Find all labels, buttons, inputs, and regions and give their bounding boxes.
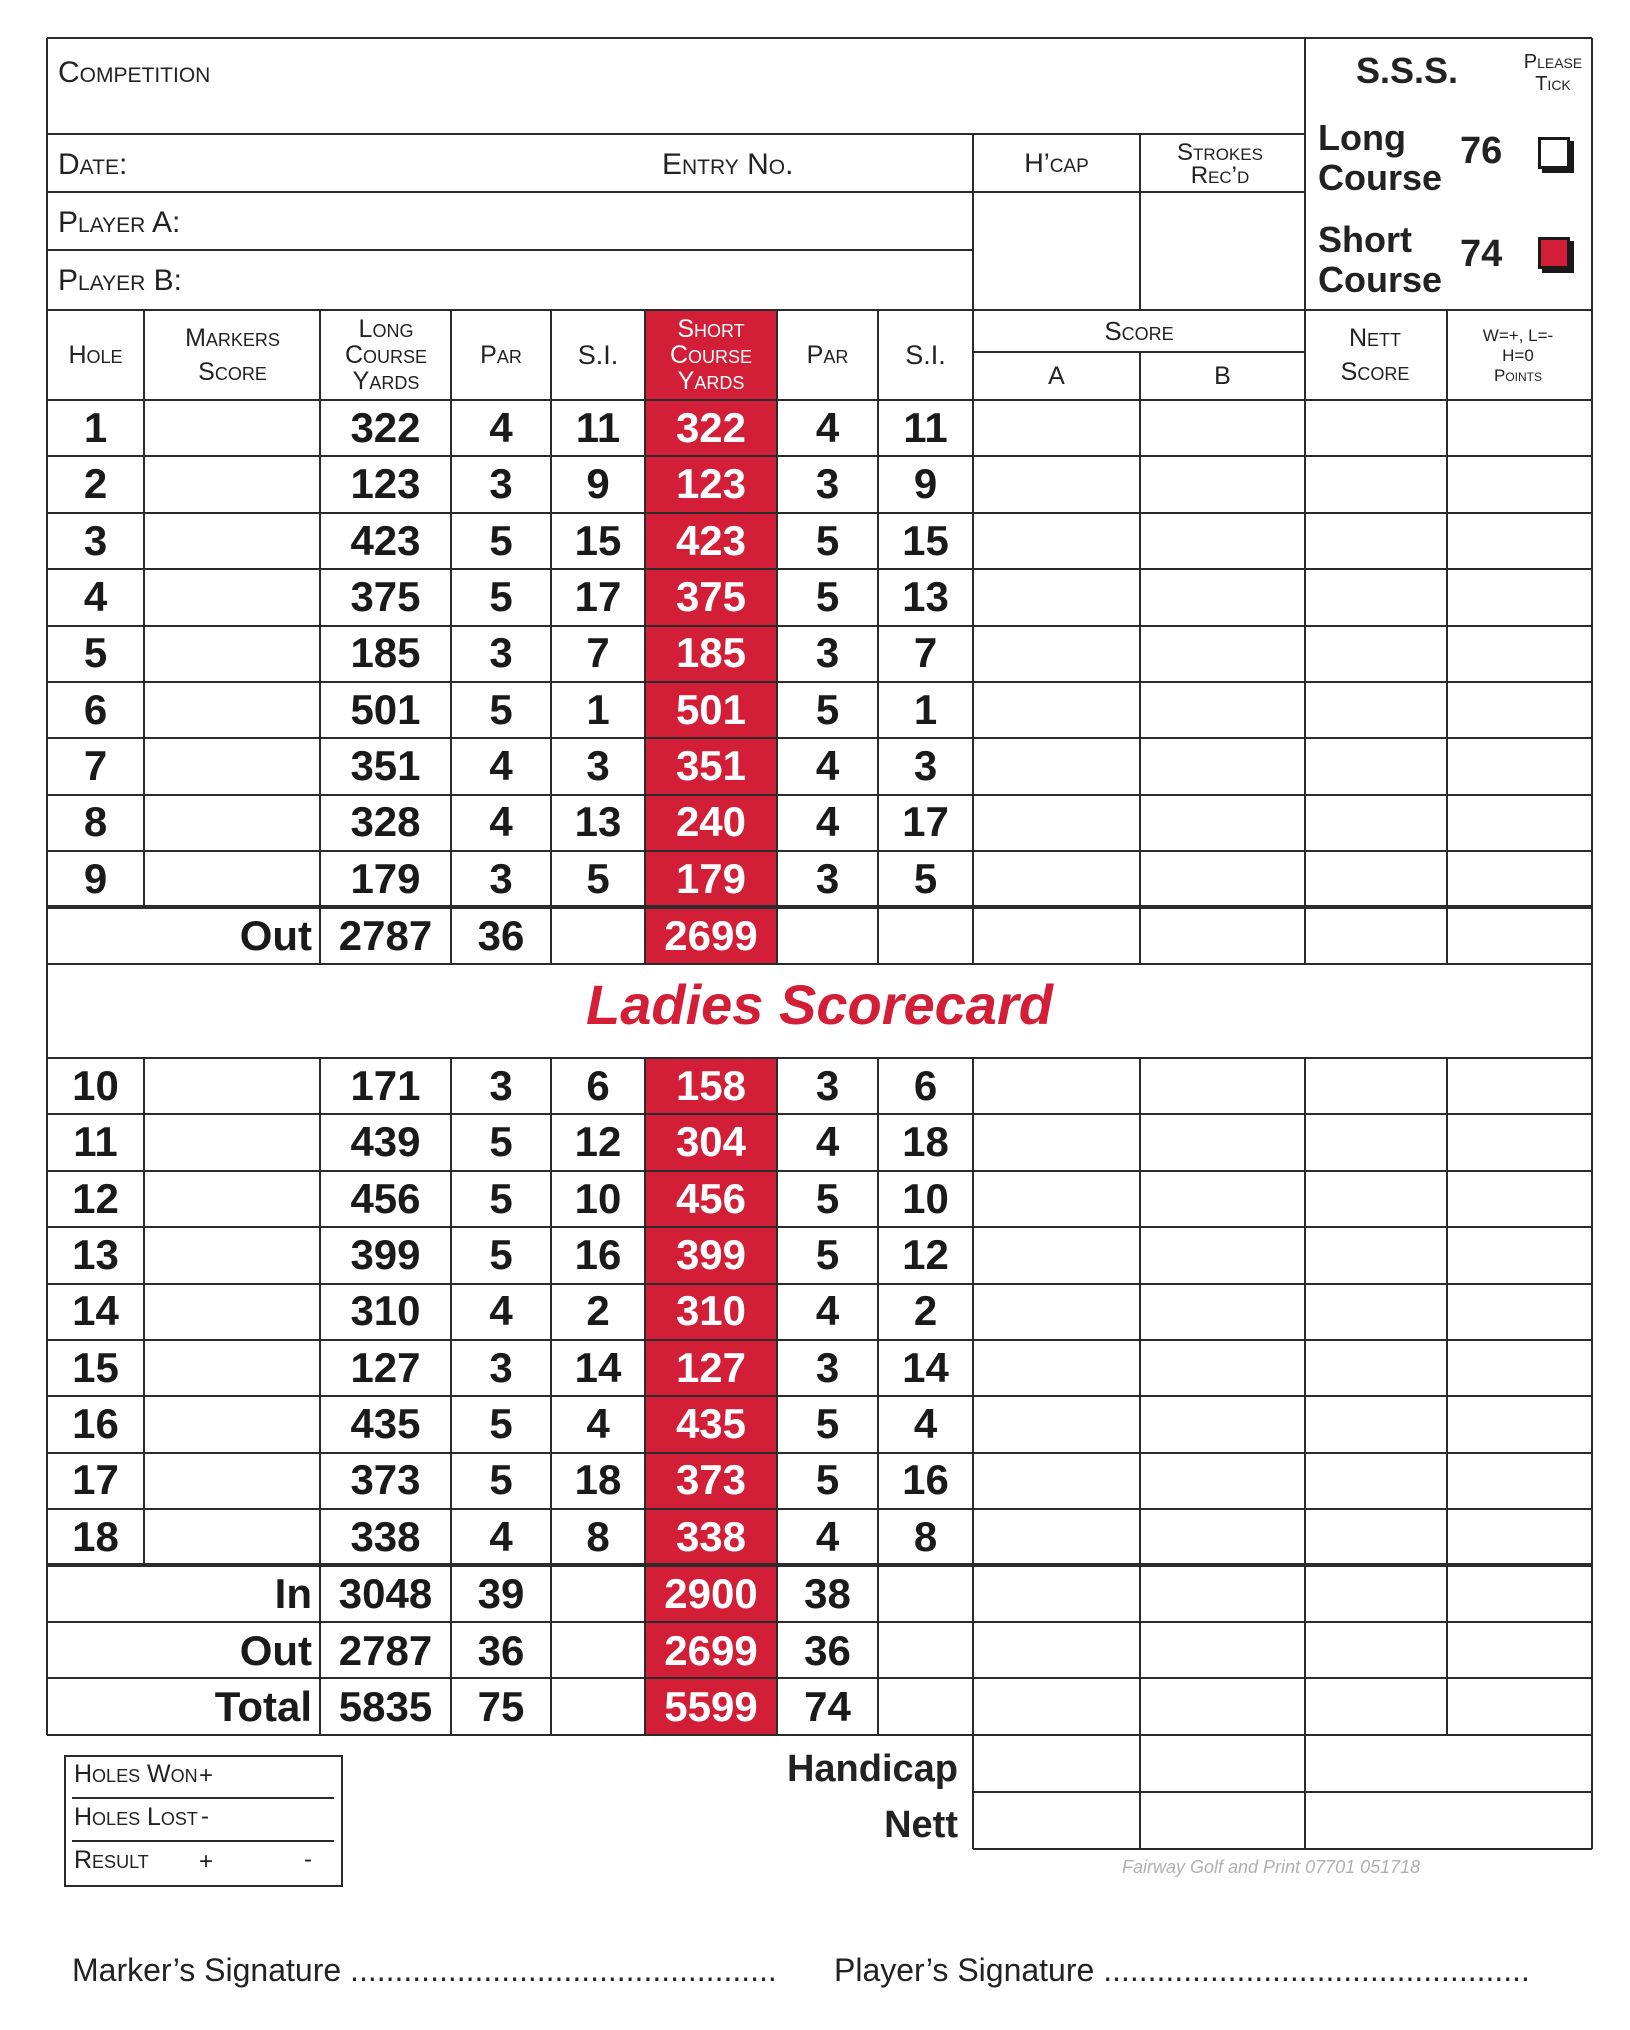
hole-number: 12	[72, 1175, 119, 1222]
hole-number: 7	[83, 742, 108, 789]
short-course-yards: 158	[675, 1062, 747, 1109]
date-label: Date:	[58, 148, 128, 181]
par: 5	[489, 1400, 513, 1447]
hole-number: 5	[83, 629, 108, 676]
stroke-index: 9	[586, 460, 610, 507]
short-par: 3	[815, 460, 840, 507]
stroke-index: 18	[574, 1456, 622, 1503]
result-label: Result	[74, 1846, 149, 1874]
short-stroke-index: 15	[902, 517, 949, 564]
short-course-yards: 423	[675, 517, 747, 564]
short-course-yards: 127	[675, 1344, 747, 1391]
short-stroke-index: 9	[913, 460, 938, 507]
col-header-score: Score	[1104, 316, 1174, 346]
please-tick-label: Please Tick	[1523, 51, 1583, 95]
short-stroke-index: 6	[913, 1062, 938, 1109]
hole-number: 1	[83, 404, 108, 451]
total-long-yards: 5835	[338, 1682, 433, 1730]
total-par: 75	[477, 1682, 525, 1730]
col-header-long-course-yards: Long Course Yards	[344, 315, 428, 395]
short-course-yards: 435	[675, 1400, 747, 1447]
stroke-index: 12	[574, 1118, 622, 1165]
short-stroke-index: 17	[902, 798, 949, 845]
short-par: 4	[815, 1118, 840, 1165]
total-row-label: Out	[239, 1626, 312, 1674]
total-short-par: 38	[804, 1569, 851, 1617]
short-course-yards: 123	[675, 460, 747, 507]
long-course-tick-box[interactable]	[1538, 137, 1570, 169]
par: 3	[489, 629, 513, 676]
player-signature-line[interactable]: Player’s Signature ................................................	[834, 1952, 1530, 1988]
col-header-short-course-yards: Short Course Yards	[669, 315, 753, 395]
par: 5	[489, 573, 513, 620]
par: 3	[489, 1344, 513, 1391]
short-par: 5	[815, 1175, 840, 1222]
hole-number: 3	[83, 517, 108, 564]
sss-title: S.S.S.	[1356, 50, 1459, 91]
total-row-label: In	[274, 1569, 312, 1617]
short-stroke-index: 5	[913, 855, 938, 902]
total-par: 36	[477, 1626, 525, 1674]
out-par: 36	[477, 911, 525, 959]
short-stroke-index: 16	[902, 1456, 949, 1503]
printer-credit: Fairway Golf and Print 07701 051718	[1122, 1857, 1421, 1877]
short-par: 3	[815, 1062, 840, 1109]
long-course-yards: 127	[350, 1344, 421, 1391]
long-course-sss-value: 76	[1460, 130, 1503, 172]
player-a-label: Player A:	[58, 206, 181, 239]
stroke-index: 1	[586, 686, 610, 733]
par: 3	[489, 1062, 513, 1109]
short-course-yards: 322	[675, 404, 747, 451]
short-par: 4	[815, 404, 840, 451]
stroke-index: 13	[574, 798, 622, 845]
short-course-yards: 304	[675, 1118, 747, 1165]
stroke-index: 5	[586, 855, 610, 902]
short-course-yards: 240	[675, 798, 747, 845]
short-par: 5	[815, 1231, 840, 1278]
stroke-index: 3	[586, 742, 610, 789]
par: 3	[489, 460, 513, 507]
short-stroke-index: 3	[913, 742, 938, 789]
col-header-short-si: S.I.	[905, 340, 946, 370]
short-course-yards: 375	[675, 573, 747, 620]
long-course-yards: 328	[350, 798, 421, 845]
long-course-yards: 439	[350, 1118, 421, 1165]
stroke-index: 17	[574, 573, 622, 620]
result-minus-sign: -	[304, 1846, 312, 1873]
total-short-yards: 5599	[664, 1682, 758, 1730]
long-course-yards: 399	[350, 1231, 421, 1278]
stroke-index: 16	[574, 1231, 622, 1278]
long-course-yards: 171	[350, 1062, 421, 1109]
short-stroke-index: 8	[913, 1513, 938, 1560]
col-header-hole: Hole	[68, 341, 123, 369]
par: 4	[489, 742, 513, 789]
result-plus-sign: +	[199, 1848, 214, 1875]
par: 5	[489, 1175, 513, 1222]
total-long-yards: 2787	[338, 1626, 433, 1674]
total-short-yards: 2699	[664, 1626, 758, 1674]
short-stroke-index: 1	[913, 686, 938, 733]
hole-number: 2	[83, 460, 108, 507]
holes-lost-sign: -	[201, 1803, 209, 1830]
hole-number: 10	[72, 1062, 119, 1109]
long-course-yards: 456	[350, 1175, 421, 1222]
stroke-index: 15	[574, 517, 622, 564]
short-par: 5	[815, 1456, 840, 1503]
col-header-score-a: A	[1048, 362, 1065, 390]
stroke-index: 7	[586, 629, 610, 676]
short-stroke-index: 13	[902, 573, 949, 620]
long-course-yards: 373	[350, 1456, 421, 1503]
short-par: 3	[815, 629, 840, 676]
short-par: 4	[815, 742, 840, 789]
short-stroke-index: 14	[902, 1344, 949, 1391]
stroke-index: 6	[586, 1062, 610, 1109]
strokes-recd-label: Strokes Rec’d	[1177, 139, 1263, 189]
short-course-sss-value: 74	[1460, 233, 1503, 275]
short-course-yards: 310	[675, 1287, 747, 1334]
col-header-par: Par	[480, 341, 522, 369]
long-course-label: Long Course	[1318, 117, 1443, 198]
long-course-yards: 179	[350, 855, 421, 902]
long-course-yards: 322	[350, 404, 421, 451]
scorecard-title: Ladies Scorecard	[586, 973, 1053, 1036]
out-long-yards: 2787	[338, 911, 433, 959]
holes-won-label: Holes Won	[74, 1760, 198, 1788]
par: 5	[489, 1231, 513, 1278]
par: 5	[489, 1456, 513, 1503]
par: 4	[489, 1287, 513, 1334]
total-long-yards: 3048	[338, 1569, 433, 1617]
hole-number: 4	[83, 573, 108, 620]
short-par: 5	[815, 1400, 840, 1447]
par: 4	[489, 1513, 513, 1560]
hole-number: 17	[72, 1456, 119, 1503]
par: 4	[489, 404, 513, 451]
short-stroke-index: 12	[902, 1231, 949, 1278]
stroke-index: 11	[575, 404, 621, 451]
long-course-yards: 423	[350, 517, 421, 564]
short-par: 5	[815, 517, 840, 564]
short-par: 5	[815, 686, 840, 733]
hole-number: 11	[73, 1118, 118, 1165]
col-header-nett-score: Nett Score	[1340, 324, 1410, 386]
short-course-yards: 456	[675, 1175, 747, 1222]
short-stroke-index: 2	[913, 1287, 938, 1334]
short-course-yards: 185	[675, 629, 747, 676]
par: 5	[489, 1118, 513, 1165]
long-course-yards: 338	[350, 1513, 421, 1560]
par: 5	[489, 517, 513, 564]
out-short-yards: 2699	[664, 911, 758, 959]
hole-number: 9	[83, 855, 108, 902]
player-b-label: Player B:	[58, 264, 182, 297]
stroke-index: 2	[586, 1287, 610, 1334]
long-course-yards: 185	[350, 629, 421, 676]
par: 4	[489, 798, 513, 845]
short-stroke-index: 7	[913, 629, 938, 676]
col-header-markers-score: Markers Score	[185, 324, 280, 386]
short-course-yards: 501	[675, 686, 747, 733]
short-stroke-index: 18	[902, 1118, 949, 1165]
long-course-yards: 501	[350, 686, 421, 733]
stroke-index: 10	[574, 1175, 622, 1222]
stroke-index: 14	[574, 1344, 622, 1391]
col-header-points: W=+, L=- H=0 Points	[1482, 326, 1554, 385]
hole-number: 8	[83, 798, 108, 845]
short-course-yards: 399	[675, 1231, 747, 1278]
col-header-score-b: B	[1214, 362, 1231, 390]
hole-number: 6	[83, 686, 108, 733]
short-stroke-index: 4	[913, 1400, 938, 1447]
long-course-yards: 123	[350, 460, 421, 507]
long-course-yards: 351	[350, 742, 421, 789]
par: 3	[489, 855, 513, 902]
nett-label: Nett	[884, 1804, 958, 1846]
short-par: 4	[815, 1513, 840, 1560]
total-short-par: 36	[804, 1626, 851, 1674]
hcap-label: H’cap	[1024, 148, 1089, 178]
total-row-label: Total	[214, 1682, 312, 1730]
short-par: 3	[815, 1344, 840, 1391]
competition-label: Competition	[58, 56, 211, 89]
handicap-label: Handicap	[786, 1748, 958, 1790]
out-label: Out	[239, 911, 312, 959]
short-course-label: Short Course	[1318, 219, 1443, 300]
holes-won-sign: +	[199, 1762, 214, 1789]
long-course-yards: 375	[350, 573, 421, 620]
marker-signature-line[interactable]: Marker’s Signature ................................................	[72, 1952, 777, 1988]
short-course-yards: 179	[675, 855, 747, 902]
hole-number: 15	[72, 1344, 119, 1391]
hole-number: 18	[72, 1513, 119, 1560]
par: 5	[489, 686, 513, 733]
total-short-yards: 2900	[664, 1569, 758, 1617]
col-header-short-par: Par	[806, 341, 849, 369]
hole-number: 14	[72, 1287, 119, 1334]
total-short-par: 74	[804, 1682, 851, 1730]
hole-number: 13	[72, 1231, 119, 1278]
stroke-index: 8	[586, 1513, 610, 1560]
col-header-si: S.I.	[577, 340, 619, 370]
holes-lost-label: Holes Lost	[74, 1803, 198, 1831]
total-par: 39	[477, 1569, 525, 1617]
short-par: 4	[815, 798, 840, 845]
short-par: 5	[815, 573, 840, 620]
long-course-yards: 435	[350, 1400, 421, 1447]
long-course-yards: 310	[350, 1287, 421, 1334]
hole-number: 16	[72, 1400, 119, 1447]
short-course-yards: 338	[675, 1513, 747, 1560]
short-course-tick-box[interactable]	[1538, 237, 1570, 269]
stroke-index: 4	[586, 1400, 610, 1447]
entry-no-label: Entry No.	[662, 148, 794, 181]
short-par: 4	[815, 1287, 840, 1334]
short-course-yards: 373	[675, 1456, 747, 1503]
short-course-yards: 351	[675, 742, 747, 789]
short-stroke-index: 10	[902, 1175, 949, 1222]
short-stroke-index: 11	[903, 404, 948, 451]
short-par: 3	[815, 855, 840, 902]
